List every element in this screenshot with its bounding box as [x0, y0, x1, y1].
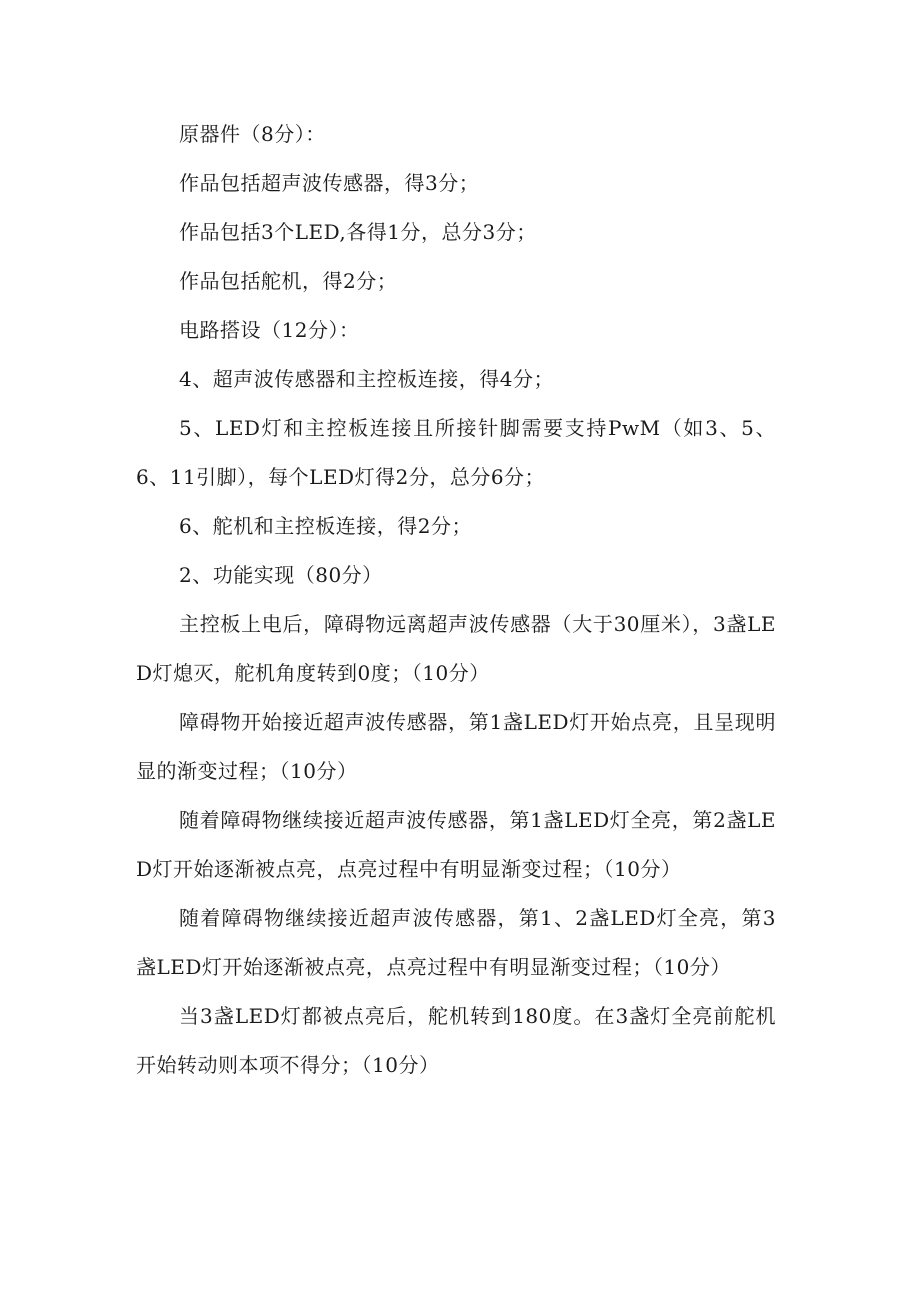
paragraph-servo: 作品包括舵机，得2分； — [179, 269, 398, 293]
paragraph-circuit-heading: 电路搭设（12分）： — [179, 318, 360, 342]
paragraph-function-1: 主控板上电后，障碍物远离超声波传感器（大于30厘米），3盏LED灯熄灭，舵机角度转到0度；（10分） — [136, 612, 776, 685]
document-body — [136, 110, 776, 1090]
paragraph-function-3: 随着障碍物继续接近超声波传感器，第1盏LED灯全亮，第2盏LED灯开始逐渐被点亮，点亮过程中有明显渐变过程；（10分） — [136, 808, 776, 881]
paragraph-function-heading: 2、功能实现（80分） — [179, 563, 383, 587]
paragraph-components-heading: 原器件（8分）： — [179, 122, 326, 146]
paragraph-servo-connection: 6、舵机和主控板连接，得2分； — [179, 514, 472, 538]
paragraph-sensor-connection: 4、超声波传感器和主控板连接，得4分； — [179, 367, 554, 391]
paragraph-ultrasonic-sensor: 作品包括超声波传感器，得3分； — [179, 171, 480, 195]
paragraph-function-4: 随着障碍物继续接近超声波传感器，第1、2盏LED灯全亮，第3盏LED灯开始逐渐被点亮，点亮过程中有明显渐变过程；（10分） — [136, 906, 776, 979]
paragraph-three-leds: 作品包括3个LED,各得1分，总分3分； — [179, 220, 537, 244]
paragraph-function-5: 当3盏LED灯都被点亮后，舵机转到180度。在3盏灯全亮前舵机开始转动则本项不得分；（10分） — [136, 1004, 776, 1077]
paragraph-led-connection: 5、LED灯和主控板连接且所接针脚需要支持PwM（如3、5、6、11引脚），每个LED灯得2分，总分6分； — [136, 416, 776, 489]
paragraph-function-2: 障碍物开始接近超声波传感器，第1盏LED灯开始点亮，且呈现明显的渐变过程；（10分） — [136, 710, 776, 783]
